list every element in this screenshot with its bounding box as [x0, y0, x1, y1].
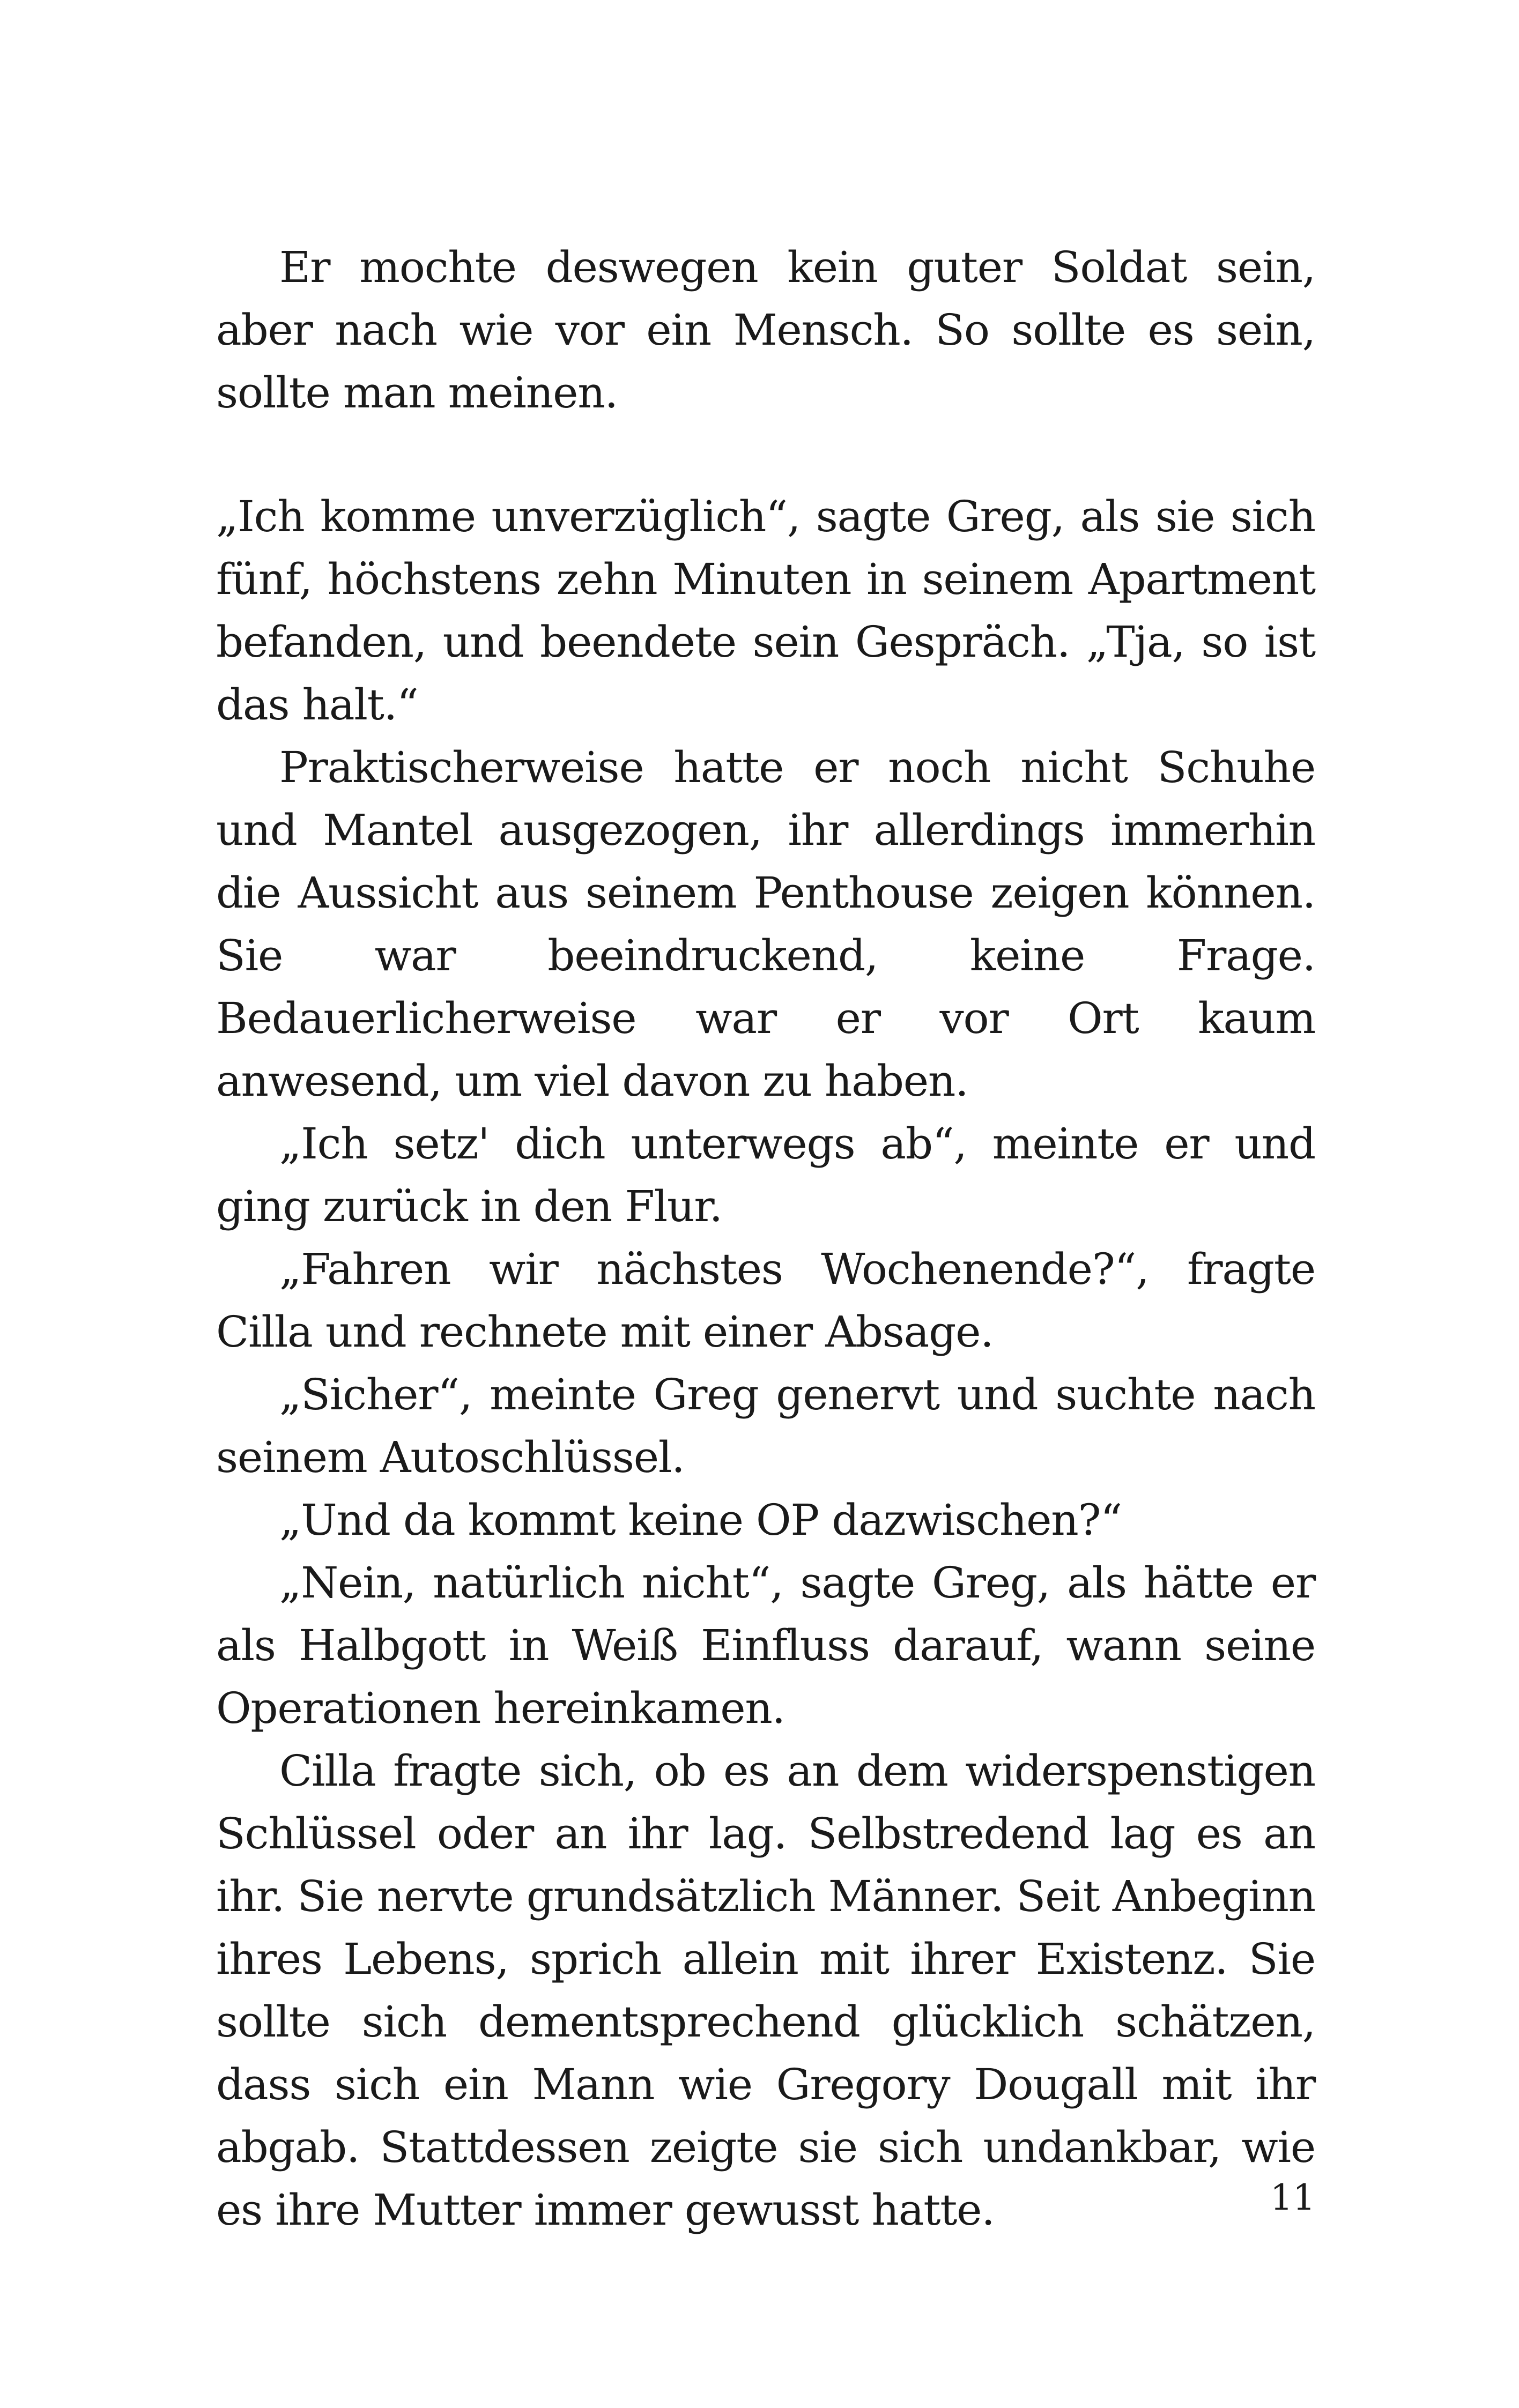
paragraph: „Nein, natürlich nicht“, sagte Greg, als hätte er als Halbgott in Weiß Einfluss darauf, wann seine Operationen hereinkamen. — [216, 1558, 1315, 1733]
text-section-main — [216, 485, 1315, 2241]
paragraph: Praktischerweise hatte er noch nicht Schuhe und Mantel ausgezogen, ihr allerdings immerhin die Aussicht aus seinem Penthouse zeigen können. Sie war beeindruckend, keine Frage. Bedauerlicherweise war er vor Ort kaum anwesend, um viel davon zu haben. — [216, 742, 1315, 1106]
paragraph: „Und da kommt keine OP dazwischen?“ — [279, 1495, 1122, 1545]
paragraph: Cilla fragte sich, ob es an dem widerspenstigen Schlüssel oder an ihr lag. Selbstredend lag es an ihr. Sie nervte grundsätzlich Männer. Seit Anbeginn ihres Lebens, sprich allein mit ihrer Existenz. Sie sollte sich dementsprechend glücklich schätzen, dass sich ein Mann wie Gregory Dougall mit ihr abgab. Stattdessen zeigte sie sich undankbar, wie es ihre Mutter immer gewusst hatte. — [216, 1746, 1315, 2235]
paragraph: „Ich setz' dich unterwegs ab“, meinte er und ging zurück in den Flur. — [216, 1119, 1315, 1231]
paragraph: „Ich komme unverzüglich“, sagte Greg, als sie sich fünf, höchstens zehn Minuten in seinem Apartment befanden, und beendete sein Gespräch. „Tja, so ist das halt.“ — [216, 492, 1315, 730]
paragraph: Er mochte deswegen kein guter Soldat sein, aber nach wie vor ein Mensch. So sollte es sein, sollte man meinen. — [216, 242, 1315, 418]
paragraph: „Fahren wir nächstes Wochenende?“, fragte Cilla und rechnete mit einer Absage. — [216, 1244, 1315, 1357]
paragraph: „Sicher“, meinte Greg genervt und suchte nach seinem Autoschlüssel. — [216, 1370, 1315, 1482]
text-section-top — [216, 236, 1315, 424]
page-number: 11 — [1270, 2177, 1315, 2218]
